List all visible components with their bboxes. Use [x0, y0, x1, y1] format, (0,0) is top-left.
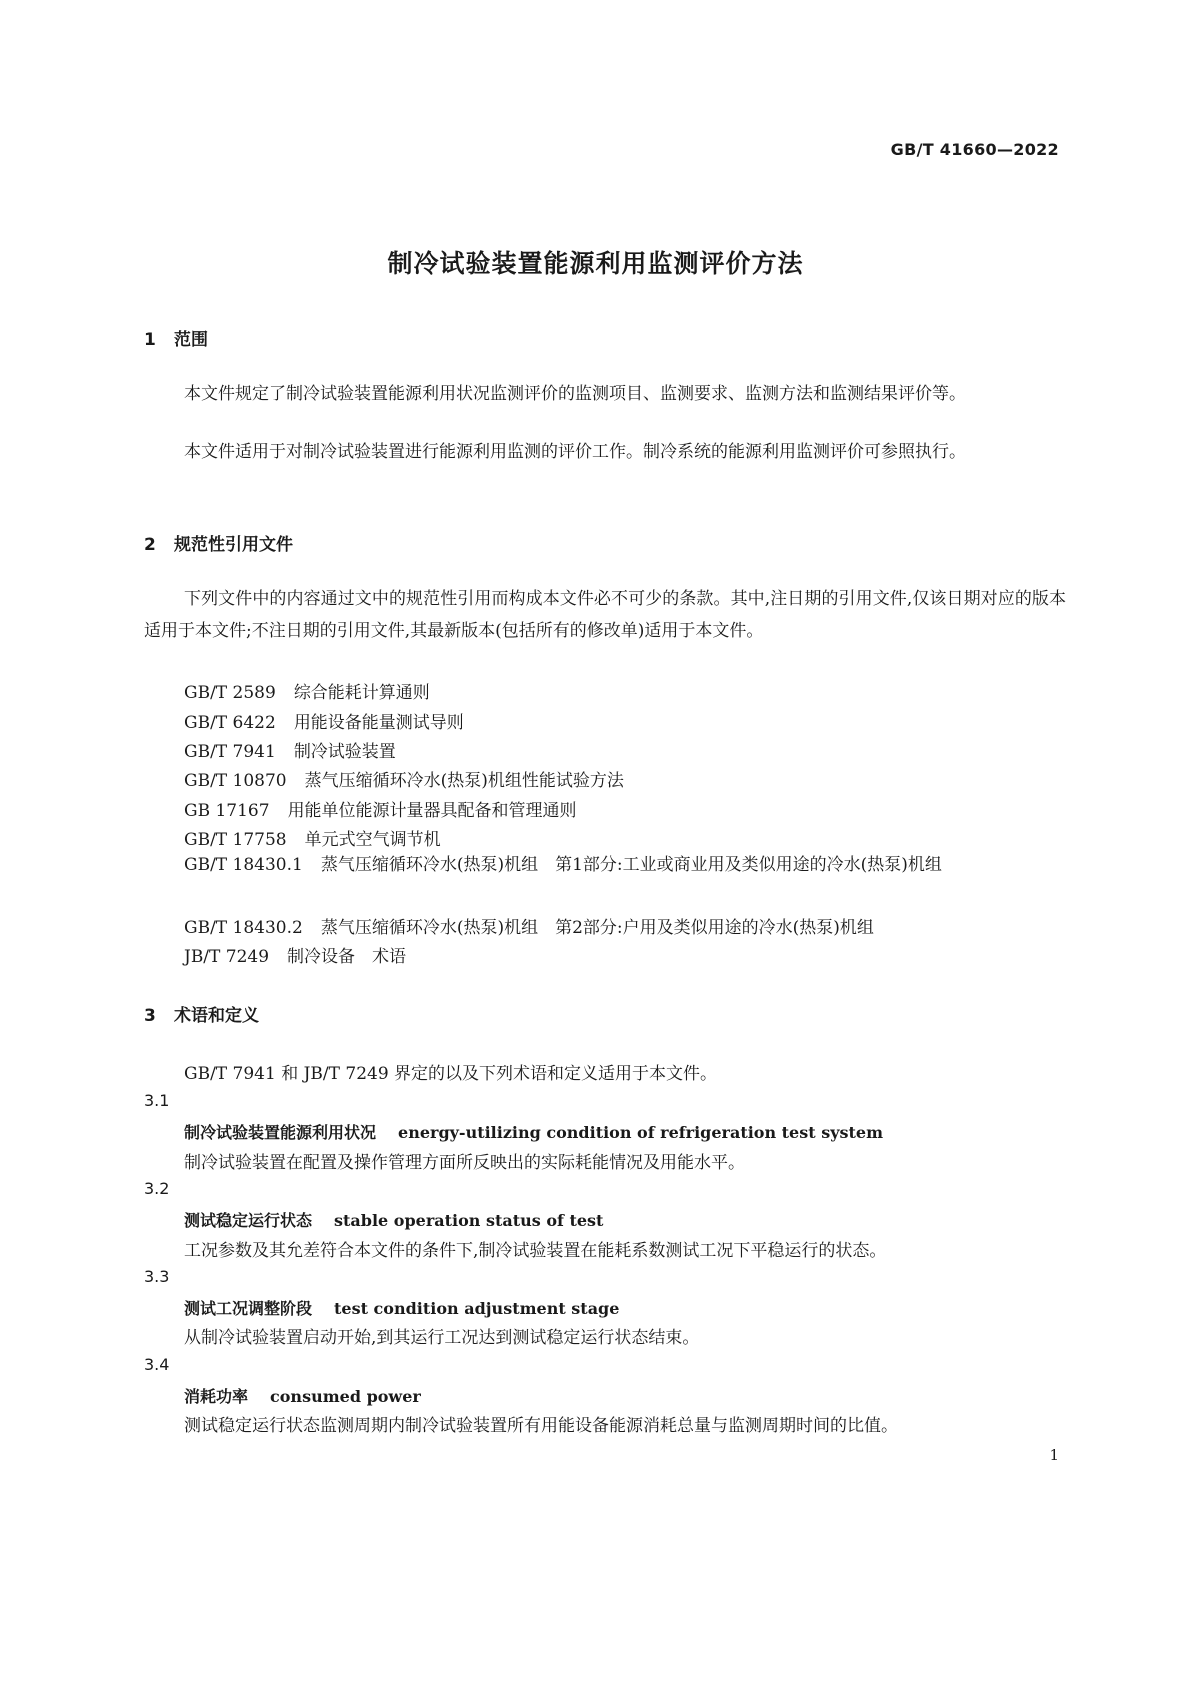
term-name	[184, 1384, 421, 1407]
term-name	[184, 1208, 603, 1231]
section-2-intro: 下列文件中的内容通过文中的规范性引用而构成本文件必不可少的条款。其中,注日期的引用文件,仅该日期对应的版本适用于本文件;不注日期的引用文件,其最新版本(包括所有的修改单)适用于本文件。	[144, 589, 1066, 641]
page-number: 1	[1049, 1446, 1059, 1464]
section-title: 范围	[174, 330, 208, 350]
section-1-paragraph-2: 本文件适用于对制冷试验装置进行能源利用监测的评价工作。制冷系统的能源利用监测评价可参照执行。	[184, 442, 966, 462]
section-number: 1	[144, 330, 156, 350]
reference-title: 蒸气压缩循环冷水(热泵)机组 第1部分:工业或商业用及类似用途的冷水(热泵)机组	[320, 855, 942, 875]
standard-code: GB/T 41660—2022	[890, 140, 1059, 159]
section-number: 2	[144, 535, 156, 555]
term-number: 3.2	[144, 1179, 170, 1198]
term-number: 3.1	[144, 1091, 170, 1110]
reference-item	[184, 708, 464, 733]
term-name	[184, 1120, 883, 1143]
reference-code: GB/T 7941	[184, 742, 276, 762]
term-name	[184, 1296, 619, 1319]
reference-item	[184, 678, 430, 703]
term-definition: 工况参数及其允差符合本文件的条件下,制冷试验装置在能耗系数测试工况下平稳运行的状态。	[184, 1241, 887, 1261]
reference-code: GB/T 18430.2	[184, 918, 303, 938]
reference-item	[144, 849, 1066, 881]
term-name-zh: 消耗功率	[184, 1387, 249, 1406]
reference-code: GB 17167	[184, 801, 270, 821]
reference-title: 蒸气压缩循环冷水(热泵)机组性能试验方法	[304, 771, 624, 791]
term-definition: 测试稳定运行状态监测周期内制冷试验装置所有用能设备能源消耗总量与监测周期时间的比值。	[184, 1416, 898, 1436]
section-number: 3	[144, 1006, 156, 1026]
section-1-paragraph-1: 本文件规定了制冷试验装置能源利用状况监测评价的监测项目、监测要求、监测方法和监测结果评价等。	[184, 384, 966, 404]
reference-title: 蒸气压缩循环冷水(热泵)机组 第2部分:户用及类似用途的冷水(热泵)机组	[320, 918, 874, 938]
reference-item	[184, 796, 577, 821]
term-name-en: stable operation status of test	[334, 1211, 604, 1230]
document-title: 制冷试验装置能源利用监测评价方法	[387, 249, 804, 278]
reference-item	[184, 825, 441, 850]
term-name-en: consumed power	[270, 1387, 421, 1406]
reference-title: 制冷设备 术语	[287, 947, 407, 967]
section-3-intro: GB/T 7941 和 JB/T 7249 界定的以及下列术语和定义适用于本文件。	[184, 1064, 718, 1084]
section-3-heading	[144, 1001, 259, 1026]
section-1-heading	[144, 325, 208, 350]
section-2-heading	[144, 530, 293, 555]
term-name-zh: 制冷试验装置能源利用状况	[184, 1123, 377, 1142]
reference-title: 制冷试验装置	[293, 742, 396, 762]
reference-title: 用能设备能量测试导则	[293, 713, 464, 733]
reference-title: 单元式空气调节机	[304, 830, 441, 850]
section-title: 规范性引用文件	[174, 535, 293, 555]
reference-code: GB/T 10870	[184, 771, 287, 791]
term-name-en: energy-utilizing condition of refrigeration test system	[398, 1123, 884, 1142]
term-name-en: test condition adjustment stage	[334, 1299, 620, 1318]
reference-title: 综合能耗计算通则	[293, 683, 430, 703]
reference-code: GB/T 18430.1	[184, 855, 303, 875]
term-number: 3.4	[144, 1355, 170, 1374]
term-name-zh: 测试稳定运行状态	[184, 1211, 313, 1230]
term-definition: 从制冷试验装置启动开始,到其运行工况达到测试稳定运行状态结束。	[184, 1328, 700, 1348]
reference-code: GB/T 17758	[184, 830, 287, 850]
reference-code: GB/T 2589	[184, 683, 276, 703]
reference-title: 用能单位能源计量器具配备和管理通则	[287, 801, 577, 821]
reference-code: GB/T 6422	[184, 713, 276, 733]
term-name-zh: 测试工况调整阶段	[184, 1299, 313, 1318]
reference-item	[184, 737, 396, 762]
reference-item	[184, 913, 874, 938]
reference-item	[184, 766, 624, 791]
reference-item	[184, 942, 406, 967]
term-number: 3.3	[144, 1267, 170, 1286]
section-title: 术语和定义	[174, 1006, 259, 1026]
reference-code: JB/T 7249	[184, 947, 270, 967]
term-definition: 制冷试验装置在配置及操作管理方面所反映出的实际耗能情况及用能水平。	[184, 1153, 745, 1173]
